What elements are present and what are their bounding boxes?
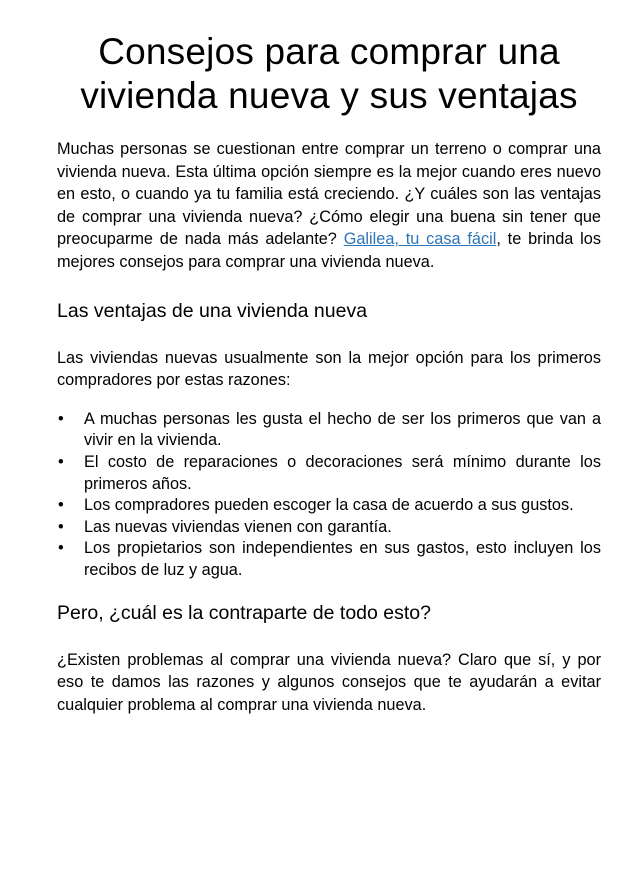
section-contraparte-paragraph: ¿Existen problemas al comprar una vivienda nueva? Claro que sí, y por eso te damos las razones y algunos consejos que te ayudarán a evitar cualquier problema al comprar una vivienda nueva. bbox=[57, 650, 601, 714]
section-heading-contraparte: Pero, ¿cuál es la contraparte de todo esto? bbox=[57, 601, 431, 624]
intro-paragraph bbox=[57, 138, 601, 274]
list-item-text: Los compradores pueden escoger la casa de acuerdo a sus gustos. bbox=[84, 496, 574, 515]
list-item-text: Los propietarios son independientes en sus gastos, esto incluyen los recibos de luz y agua. bbox=[84, 539, 601, 579]
bullet-icon: • bbox=[58, 452, 64, 471]
page-title: Consejos para comprar una vivienda nueva y sus ventajas bbox=[80, 31, 578, 116]
list-item bbox=[57, 517, 601, 539]
bullet-icon: • bbox=[58, 517, 64, 536]
list-item-text: A muchas personas les gusta el hecho de ser los primeros que van a vivir en la vivienda. bbox=[84, 409, 601, 450]
document-page bbox=[57, 30, 601, 716]
list-item-text: Las nuevas viviendas vienen con garantía. bbox=[84, 517, 392, 536]
section-heading-ventajas: Las ventajas de una vivienda nueva bbox=[57, 299, 368, 322]
bullet-icon: • bbox=[58, 496, 64, 515]
galilea-link[interactable]: Galilea, tu casa fácil bbox=[343, 230, 497, 249]
list-item bbox=[57, 495, 601, 517]
bullet-icon: • bbox=[58, 539, 64, 558]
ventajas-bullet-list bbox=[57, 409, 601, 582]
list-item bbox=[57, 452, 601, 495]
list-item bbox=[57, 538, 601, 581]
intro-text-before-link: Muchas personas se cuestionan entre comprar un terreno o comprar una vivienda nueva. Esta última opción siempre es la mejor cuando eres nuevo en esto, o cuando ya tu familia está creciendo. ¿Y cuáles son las ventajas de comprar una vivienda nueva? ¿Cómo elegir una buena sin tener que preocuparme de nada más adelante? bbox=[57, 140, 601, 249]
list-item-text: El costo de reparaciones o decoraciones será mínimo durante los primeros años. bbox=[84, 452, 601, 493]
list-item bbox=[57, 409, 601, 452]
section-ventajas-paragraph: Las viviendas nuevas usualmente son la mejor opción para los primeros compradores por estas razones: bbox=[57, 348, 601, 390]
bullet-icon: • bbox=[58, 409, 64, 428]
intro-text-after-link: , te brinda los mejores consejos para comprar una vivienda nueva. bbox=[57, 230, 601, 271]
